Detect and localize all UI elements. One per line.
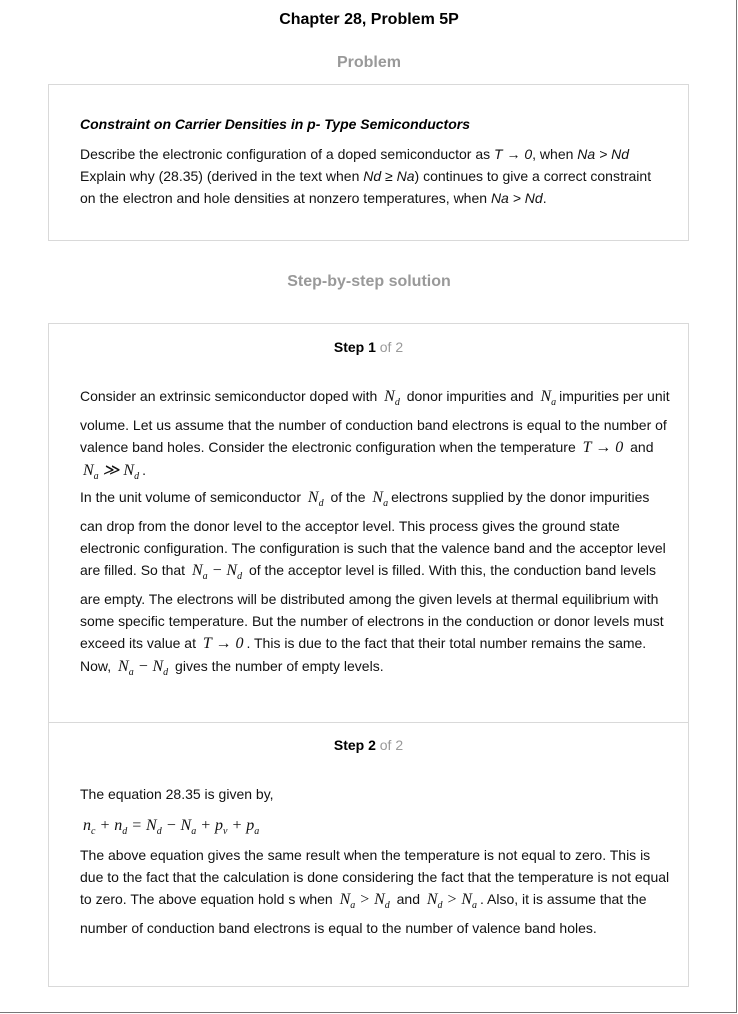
- step-1-label: Step 1 of 2: [333, 339, 404, 355]
- math-Nd-gt-Na: $N_d > N_a$: [426, 891, 478, 912]
- step-2-paragraph-2: The above equation gives the same result when the temperature is not equal to zero. This is due to the fact that the calculation is done considering the fact that the temperature is not equal to zero. The above equation hold s when $N_a > N_d$ and $N_d > N_a$ . Also, it is assume that the number of conduction band electrons is equal to the number of valence band holes.: [80, 847, 670, 937]
- step-1-paragraph-2: In the unit volume of semiconductor $N_d$ of the $N_a$ electrons supplied by the donor impurities can drop from the donor level to the acceptor level. This process gives the ground state electronic configuration. The configuration is such that the valence band and the acceptor level are filled. So that $N_a - N_d$ of the acceptor level is filled. With this, the conduction band levels are empty. The electrons will be distributed among the given levels at thermal equilibrium with some specific temperature. But the number of electrons in the conduction or donor levels must exceed its value at T → 0 . This is due to the fact that their total number remains the same. Now, $N_a - N_d$ gives the number of empty levels.: [80, 489, 666, 679]
- math-Na-gt-Nd: $N_a > N_d$: [339, 891, 390, 912]
- equation-body: $n_c + n_d = N_d - N_a + p_v + p_a$: [83, 817, 260, 838]
- problem-title: Constraint on Carrier Densities in p- Type Semiconductors: [80, 116, 470, 132]
- math-Na: $N_a$: [540, 388, 557, 409]
- math-T-to-0: T → 0: [202, 635, 244, 653]
- math-T-to-0: T → 0: [582, 439, 624, 457]
- problem-heading: Problem: [336, 54, 401, 71]
- math-Na-much-greater-Nd: $N_a$ ≫ $N_d$: [83, 462, 140, 483]
- chapter-title: Chapter 28, Problem 5P: [279, 11, 459, 28]
- step-2-paragraph-1: The equation 28.35 is given by,: [80, 786, 274, 802]
- problem-text: Describe the electronic configuration of a doped semiconductor as T → 0, when Na > Nd Explain why (28.35) (derived in the text when Nd ≥ Na) continues to give a correct constraint on the electron and hole densities at nonzero temperatures, when Na > Nd.: [80, 146, 652, 206]
- solution-card: [48, 323, 689, 987]
- step-divider: [49, 722, 688, 723]
- math-Na-minus-Nd: $N_a - N_d$: [118, 658, 169, 679]
- math-Na: $N_a$: [372, 489, 389, 510]
- step-2-label: Step 2 of 2: [333, 737, 404, 753]
- math-Nd: $N_d$: [384, 388, 400, 409]
- equation-28-35: [80, 814, 670, 843]
- problem-card: [48, 84, 689, 241]
- step-1-paragraph-1: Consider an extrinsic semiconductor doped with $N_d$ donor impurities and $N_a$ impurities per unit volume. Let us assume that the number of conduction band electrons is equal to the number of valence band holes. Consider the electronic configuration when the temperature T → 0 and $N_a$ ≫ $N_d$ .: [80, 388, 670, 483]
- solution-heading: Step-by-step solution: [287, 273, 451, 290]
- math-Nd: $N_d$: [307, 489, 324, 510]
- math-Na-minus-Nd: $N_a - N_d$: [191, 562, 243, 583]
